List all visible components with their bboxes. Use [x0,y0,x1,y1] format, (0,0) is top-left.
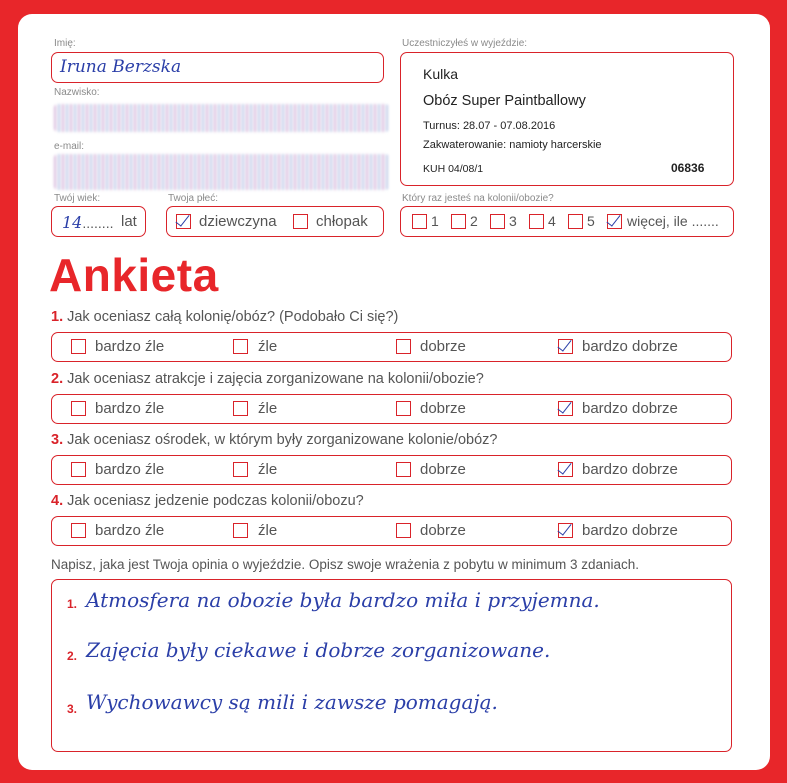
times-1-label: 1 [431,213,439,229]
q2-opt-1: bardzo źle [95,400,165,417]
first-name-value: Iruna Berzska [60,57,182,77]
last-name-label: Nazwisko: [54,87,100,98]
question-3: 3. Jak oceniasz ośrodek, w którym były zorganizowane kolonie/obóz? [51,432,498,448]
age-label: Twój wiek: [54,193,101,204]
times-2-label: 2 [470,213,478,229]
question-1-answers [51,332,732,362]
times-more-checkbox[interactable] [607,214,622,229]
opinion-line-2: Zajęcia były ciekawe i dobrze zorganizowane. [86,638,551,662]
times-3-checkbox[interactable] [490,214,505,229]
trip-info-box [400,52,734,186]
q2-opt-2: źle [258,400,278,417]
times-field [400,206,734,237]
question-3-answers [51,455,732,485]
q2-opt-4: bardzo dobrze [582,400,678,417]
q2-bardzo-zle-checkbox[interactable] [71,401,86,416]
q4-bardzo-dobrze-checkbox[interactable] [558,523,573,538]
opinion-line-3: Wychowawcy są mili i zawsze pomagają. [86,690,498,714]
q4-dobrze-checkbox[interactable] [396,523,411,538]
q3-dobrze-checkbox[interactable] [396,462,411,477]
q3-opt-1: bardzo źle [95,461,165,478]
trip-term: Turnus: 28.07 - 07.08.2016 [423,120,556,132]
opinion-textarea[interactable] [51,579,732,752]
gender-female-label: dziewczyna [199,213,277,230]
q1-opt-3: dobrze [420,338,466,355]
trip-code: KUH 04/08/1 [423,163,484,175]
q4-opt-3: dobrze [420,522,466,539]
q2-zle-checkbox[interactable] [233,401,248,416]
q1-opt-4: bardzo dobrze [582,338,678,355]
age-value: 14 [62,213,83,232]
age-field[interactable] [51,206,146,237]
times-2-checkbox[interactable] [451,214,466,229]
times-4-checkbox[interactable] [529,214,544,229]
trip-accommodation: Zakwaterowanie: namioty harcerskie [423,139,602,151]
q4-opt-2: źle [258,522,278,539]
times-label: Który raz jesteś na kolonii/obozie? [402,193,554,204]
times-5-label: 5 [587,213,595,229]
times-5-checkbox[interactable] [568,214,583,229]
q3-opt-4: bardzo dobrze [582,461,678,478]
q1-bardzo-dobrze-checkbox[interactable] [558,339,573,354]
trip-number: 06836 [671,161,705,175]
trip-name: Kulka [423,66,459,82]
question-2-answers [51,394,732,424]
gender-male-checkbox[interactable] [293,214,308,229]
trip-label: Uczestniczyłeś w wyjeździe: [402,38,528,49]
q4-bardzo-zle-checkbox[interactable] [71,523,86,538]
age-unit: lat [121,213,137,230]
times-3-label: 3 [509,213,517,229]
opinion-num-1: 1. [67,597,78,611]
q1-opt-2: źle [258,338,278,355]
age-dots: ........ [82,215,114,231]
survey-sheet [18,14,770,770]
opinion-prompt: Napisz, jaka jest Twoja opinia o wyjeździe. Opisz swoje wrażenia z pobytu w minimum 3 zdaniach. [51,557,640,572]
q4-opt-4: bardzo dobrze [582,522,678,539]
q3-opt-3: dobrze [420,461,466,478]
page-title: Ankieta [49,249,219,301]
times-4-label: 4 [548,213,556,229]
q1-zle-checkbox[interactable] [233,339,248,354]
first-name-field[interactable] [51,52,384,83]
gender-label: Twoja płeć: [168,193,219,204]
gender-field [166,206,384,237]
q1-opt-1: bardzo źle [95,338,165,355]
email-label: e-mail: [54,141,85,152]
gender-female-checkbox[interactable] [176,214,191,229]
question-4-answers [51,516,732,546]
trip-camp: Obóz Super Paintballowy [423,93,586,109]
question-1: 1. Jak oceniasz całą kolonię/obóz? (Podobało Ci się?) [51,309,399,325]
q3-zle-checkbox[interactable] [233,462,248,477]
opinion-num-2: 2. [67,649,78,663]
question-4: 4. Jak oceniasz jedzenie podczas kolonii/obozu? [51,493,364,509]
gender-male-label: chłopak [316,213,368,230]
q4-opt-1: bardzo źle [95,522,165,539]
q4-zle-checkbox[interactable] [233,523,248,538]
first-name-label: Imię: [54,38,76,49]
q2-bardzo-dobrze-checkbox[interactable] [558,401,573,416]
q3-bardzo-dobrze-checkbox[interactable] [558,462,573,477]
q3-bardzo-zle-checkbox[interactable] [71,462,86,477]
q2-dobrze-checkbox[interactable] [396,401,411,416]
question-2: 2. Jak oceniasz atrakcje i zajęcia zorganizowane na kolonii/obozie? [51,371,484,387]
opinion-num-3: 3. [67,702,78,716]
email-redacted [54,154,389,190]
q3-opt-2: źle [258,461,278,478]
opinion-line-1: Atmosfera na obozie była bardzo miła i przyjemna. [86,588,600,612]
q2-opt-3: dobrze [420,400,466,417]
last-name-redacted [54,104,389,132]
q1-dobrze-checkbox[interactable] [396,339,411,354]
q1-bardzo-zle-checkbox[interactable] [71,339,86,354]
times-more-label: więcej, ile ....... [627,213,719,229]
times-1-checkbox[interactable] [412,214,427,229]
